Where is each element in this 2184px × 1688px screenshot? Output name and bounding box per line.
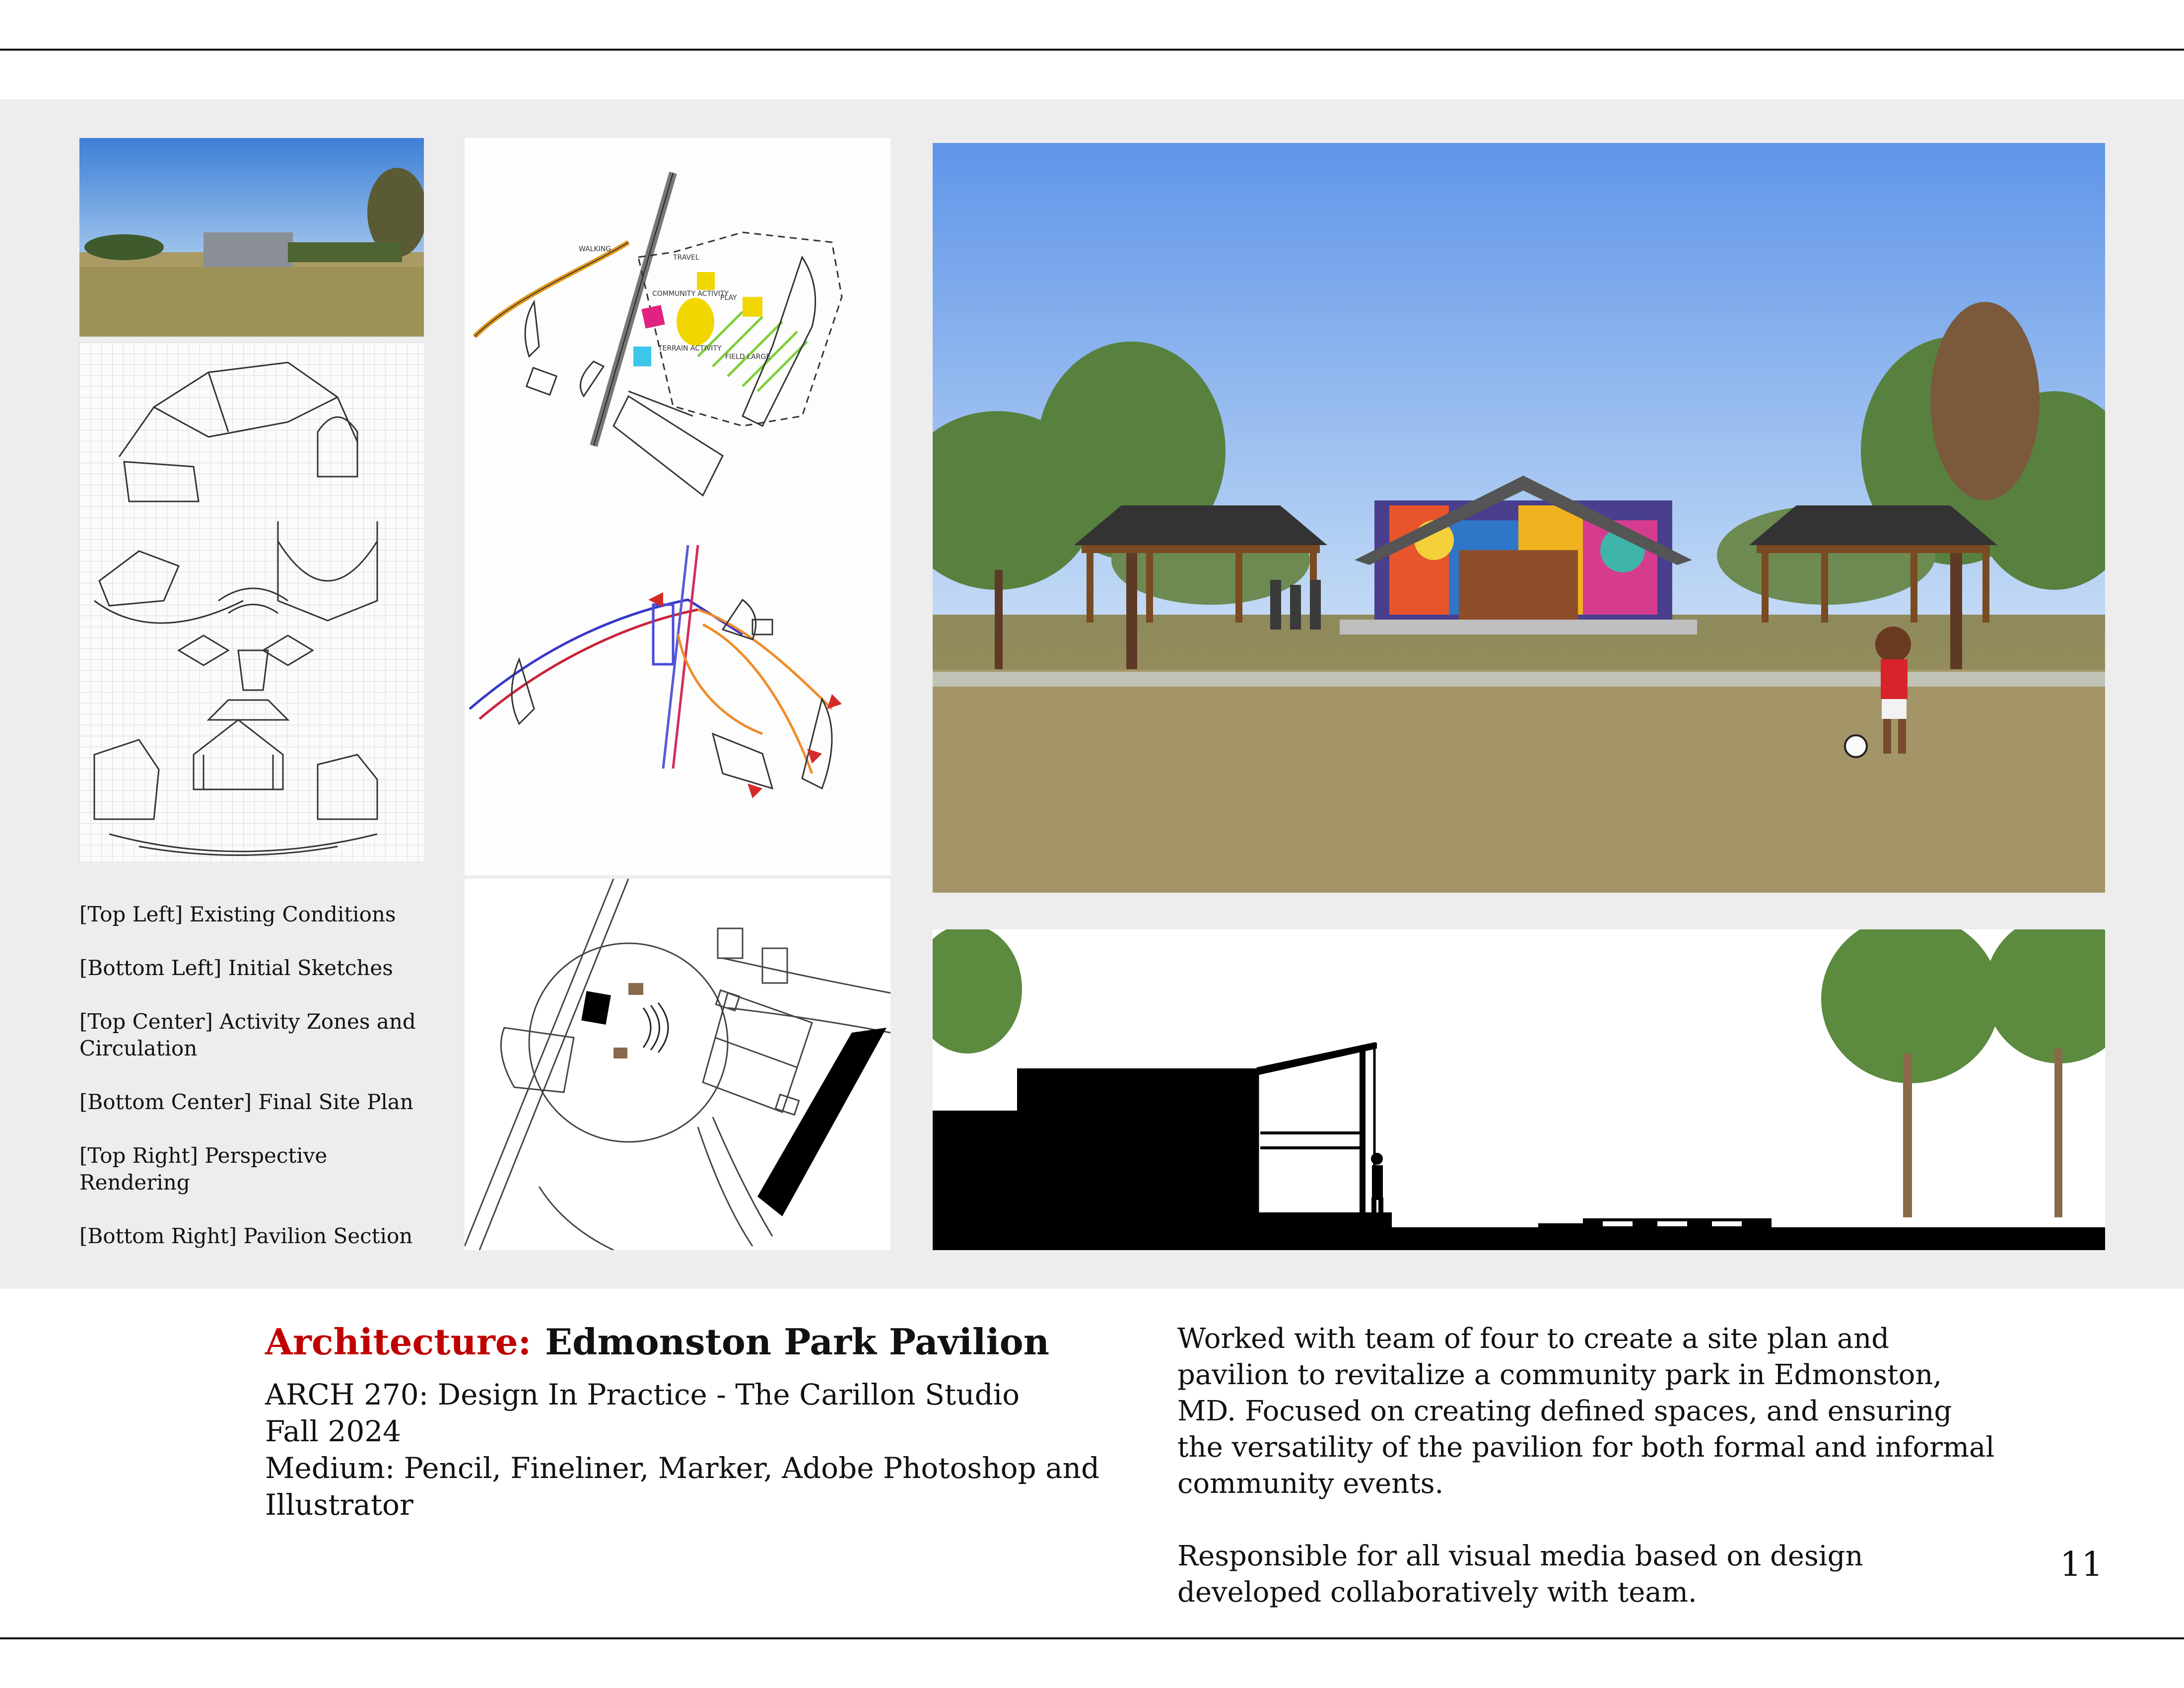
zone-label-terrain: TERRAIN ACTIVITY [658,345,722,352]
caption-initial-sketches: [Bottom Left] Initial Sketches [79,956,393,980]
image-captions [79,901,437,1276]
term-line: Fall 2024 [265,1414,402,1448]
course-line: ARCH 270: Design In Practice - The Carillon Studio [265,1378,1020,1411]
existing-conditions-photo [79,138,424,337]
top-rule [0,49,2184,51]
zone-label-field: FIELD LARGE [725,353,771,361]
medium-line-1: Medium: Pencil, Fineliner, Marker, Adobe Photoshop and [265,1451,1100,1485]
project-info [265,1376,1159,1523]
category-label: Architecture: [265,1321,532,1363]
perspective-rendering [933,143,2105,893]
zone-label-play: PLAY [720,294,737,302]
initial-sketches [79,343,424,861]
description-paragraph-1: Worked with team of four to create a site plan and pavilion to revitalize a community park in Edmonston, MD. Focused on creating defined spaces, and ensuring the versatility of the pavilion for both formal and informal community events. [1177,1323,1995,1500]
project-title [265,1321,1049,1363]
caption-pavilion-section: [Bottom Right] Pavilion Section [79,1224,413,1248]
zone-label-travel: TRAVEL [673,254,699,262]
caption-existing-conditions: [Top Left] Existing Conditions [79,902,396,926]
project-description [1177,1321,2001,1647]
medium-line-2: Illustrator [265,1488,413,1522]
caption-activity-zones: [Top Center] Activity Zones and Circulation [79,1009,416,1060]
caption-perspective-rendering: [Top Right] Perspective Rendering [79,1143,328,1195]
activity-zones-sketch [465,138,890,875]
description-paragraph-2: Responsible for all visual media based on design developed collaboratively with team. [1177,1540,1863,1609]
zone-label-walking: WALKING [579,245,612,253]
zone-label-community: COMMUNITY ACTIVITY [652,290,729,298]
caption-final-site-plan: [Bottom Center] Final Site Plan [79,1090,413,1114]
pavilion-section [933,929,2105,1250]
project-name: Edmonston Park Pavilion [545,1321,1050,1363]
page-number: 11 [2060,1545,2103,1584]
final-site-plan [465,879,890,1250]
